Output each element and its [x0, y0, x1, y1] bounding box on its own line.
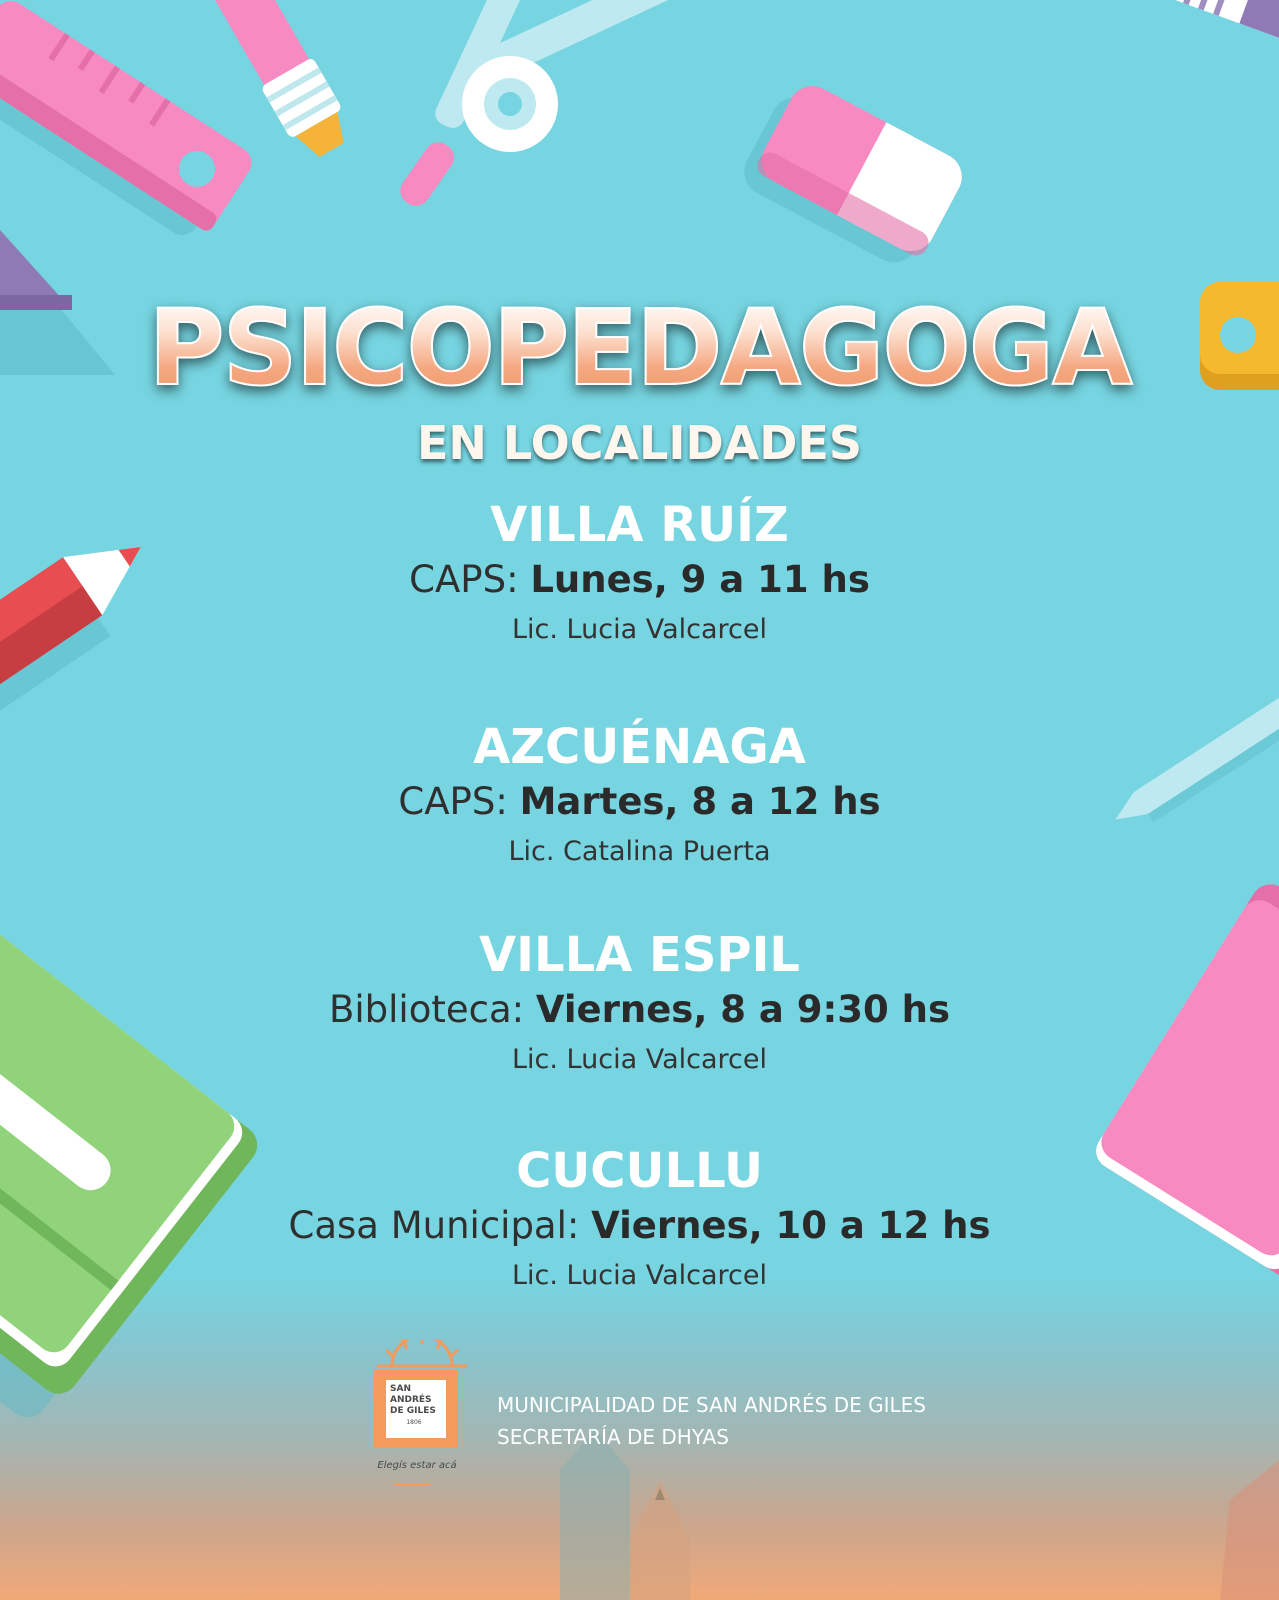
- location-name: AZCUÉNAGA: [473, 719, 806, 775]
- location-schedule-line: [0, 556, 1279, 604]
- location-schedule-line: [0, 1202, 1279, 1250]
- location-schedule: Lunes, 9 a 11 hs: [530, 557, 870, 601]
- location-name: VILLA RUÍZ: [490, 497, 789, 553]
- compass-icon: [395, 0, 762, 211]
- subheadline: EN LOCALIDADES: [416, 416, 863, 470]
- headline: PSICOPEDAGOGA: [0, 296, 1279, 400]
- ruler-icon: [0, 0, 258, 249]
- footer-org-line2: SECRETARÍA DE DHYAS: [497, 1425, 729, 1449]
- location-place: CAPS:: [398, 779, 508, 823]
- logo-slogan: Elegís estar acá: [377, 1460, 457, 1471]
- location-professional: Lic. Catalina Puerta: [508, 835, 771, 867]
- pencil-icon: [560, 1430, 1279, 1600]
- location-place: Casa Municipal:: [288, 1203, 580, 1247]
- logo-text-line3: DE GILES: [390, 1406, 436, 1416]
- logo-text-line1: SAN: [390, 1384, 411, 1394]
- eraser-icon: [736, 73, 970, 275]
- location-schedule: Viernes, 8 a 9:30 hs: [535, 987, 951, 1031]
- location-place: CAPS:: [409, 557, 519, 601]
- location-professional: Lic. Lucia Valcarcel: [512, 1259, 767, 1291]
- location-schedule-line: [0, 986, 1279, 1034]
- location-schedule: Viernes, 10 a 12 hs: [591, 1203, 991, 1247]
- location-villa-espil: [0, 929, 1279, 1077]
- location-cucullu: [0, 1145, 1279, 1293]
- logo-text-line2: ANDRÉS: [390, 1395, 432, 1405]
- footer-org: [497, 1389, 926, 1453]
- location-professional: Lic. Lucia Valcarcel: [512, 613, 767, 645]
- pen-icon: [1164, 0, 1279, 44]
- location-schedule: Martes, 8 a 12 hs: [519, 779, 881, 823]
- logo-year: 1806: [406, 1419, 422, 1426]
- location-villa-ruiz: [0, 499, 1279, 647]
- footer-org-line1: MUNICIPALIDAD DE SAN ANDRÉS DE GILES: [497, 1393, 926, 1417]
- location-place: Biblioteca:: [328, 987, 525, 1031]
- municipality-logo: [372, 1340, 472, 1500]
- location-name: VILLA ESPIL: [478, 927, 801, 983]
- location-professional: Lic. Lucia Valcarcel: [512, 1043, 767, 1075]
- location-name: CUCULLU: [516, 1143, 763, 1199]
- location-schedule-line: [0, 778, 1279, 826]
- location-azcuenaga: [0, 721, 1279, 869]
